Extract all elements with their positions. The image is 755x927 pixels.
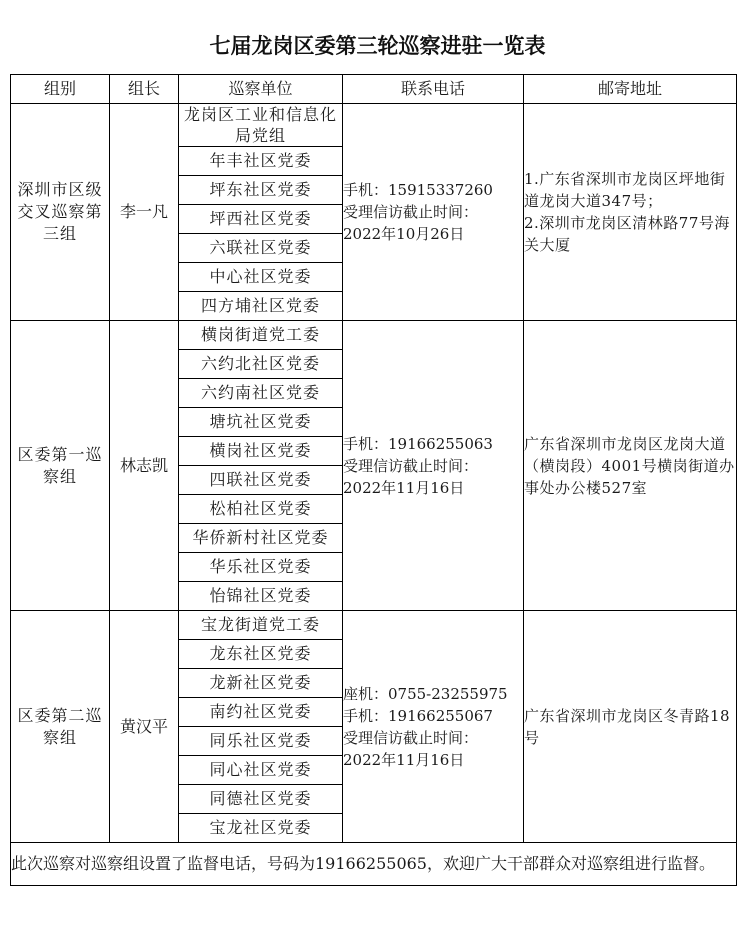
inspected-unit: 六联社区党委 [179, 234, 343, 263]
inspected-unit: 塘坑社区党委 [179, 408, 343, 437]
deadline-label: 受理信访截止时间： [343, 203, 479, 221]
inspected-unit: 横岗社区党委 [179, 437, 343, 466]
group-leader: 林志凯 [110, 321, 179, 611]
group-name: 区委第一巡察组 [11, 321, 110, 611]
supervision-note: 此次巡察对巡察组设置了监督电话，号码为19166255065，欢迎广大干部群众对巡察组进行监督。 [11, 843, 737, 886]
inspected-unit: 四方埔社区党委 [179, 292, 343, 321]
address-line: 2.深圳市龙岗区清林路77号海关大厦 [524, 214, 730, 254]
inspected-unit: 龙新社区党委 [179, 669, 343, 698]
contact-cell [343, 611, 524, 843]
inspected-unit: 华乐社区党委 [179, 553, 343, 582]
deadline-date: 2022年10月26日 [343, 225, 465, 243]
header-units: 巡察单位 [179, 75, 343, 104]
address-line: 广东省深圳市龙岗区龙岗大道（横岗段）4001号横岗街道办事处办公楼527室 [524, 434, 735, 497]
mailing-address [524, 321, 737, 611]
mailing-address [524, 104, 737, 321]
footer-row [11, 843, 737, 886]
inspected-unit: 同心社区党委 [179, 756, 343, 785]
table-row [11, 611, 737, 640]
deadline-label: 受理信访截止时间： [343, 728, 479, 747]
table-row [11, 104, 737, 147]
inspected-unit: 六约北社区党委 [179, 350, 343, 379]
inspected-unit: 横岗街道党工委 [179, 321, 343, 350]
inspected-unit: 龙岗区工业和信息化局党组 [179, 104, 343, 147]
mobile-number: 手机：15915337260 [343, 181, 493, 199]
document-title: 七届龙岗区委第三轮巡察进驻一览表 [209, 33, 546, 58]
mobile-number: 手机：19166255067 [343, 706, 493, 725]
inspection-roster-table [10, 74, 737, 886]
inspected-unit: 同乐社区党委 [179, 727, 343, 756]
inspected-unit: 坪东社区党委 [179, 176, 343, 205]
group-leader: 黄汉平 [110, 611, 179, 843]
group-name: 区委第二巡察组 [11, 611, 110, 843]
inspected-unit: 华侨新村社区党委 [179, 524, 343, 553]
address-line: 广东省深圳市龙岗区冬青路18号 [524, 706, 731, 747]
table-row [11, 321, 737, 350]
contact-cell [343, 104, 524, 321]
inspected-unit: 年丰社区党委 [179, 147, 343, 176]
inspected-unit: 六约南社区党委 [179, 379, 343, 408]
header-group: 组别 [11, 75, 110, 104]
inspected-unit: 四联社区党委 [179, 466, 343, 495]
mobile-number: 手机：19166255063 [343, 434, 493, 453]
header-row [11, 75, 737, 104]
group-leader: 李一凡 [110, 104, 179, 321]
inspected-unit: 宝龙社区党委 [179, 814, 343, 843]
address-line: 1.广东省深圳市龙岗区坪地街道龙岗大道347号； [524, 170, 726, 210]
header-address: 邮寄地址 [524, 75, 737, 104]
landline-number: 座机：0755-23255975 [343, 684, 508, 703]
deadline-date: 2022年11月16日 [343, 750, 465, 769]
inspected-unit: 坪西社区党委 [179, 205, 343, 234]
contact-cell [343, 321, 524, 611]
inspected-unit: 同德社区党委 [179, 785, 343, 814]
inspected-unit: 松柏社区党委 [179, 495, 343, 524]
inspected-unit: 龙东社区党委 [179, 640, 343, 669]
inspected-unit: 中心社区党委 [179, 263, 343, 292]
header-contact: 联系电话 [343, 75, 524, 104]
mailing-address [524, 611, 737, 843]
inspected-unit: 怡锦社区党委 [179, 582, 343, 611]
deadline-label: 受理信访截止时间： [343, 456, 479, 475]
inspected-unit: 宝龙街道党工委 [179, 611, 343, 640]
inspected-unit: 南约社区党委 [179, 698, 343, 727]
group-name: 深圳市区级交叉巡察第三组 [11, 104, 110, 321]
deadline-date: 2022年11月16日 [343, 478, 465, 497]
header-leader: 组长 [110, 75, 179, 104]
